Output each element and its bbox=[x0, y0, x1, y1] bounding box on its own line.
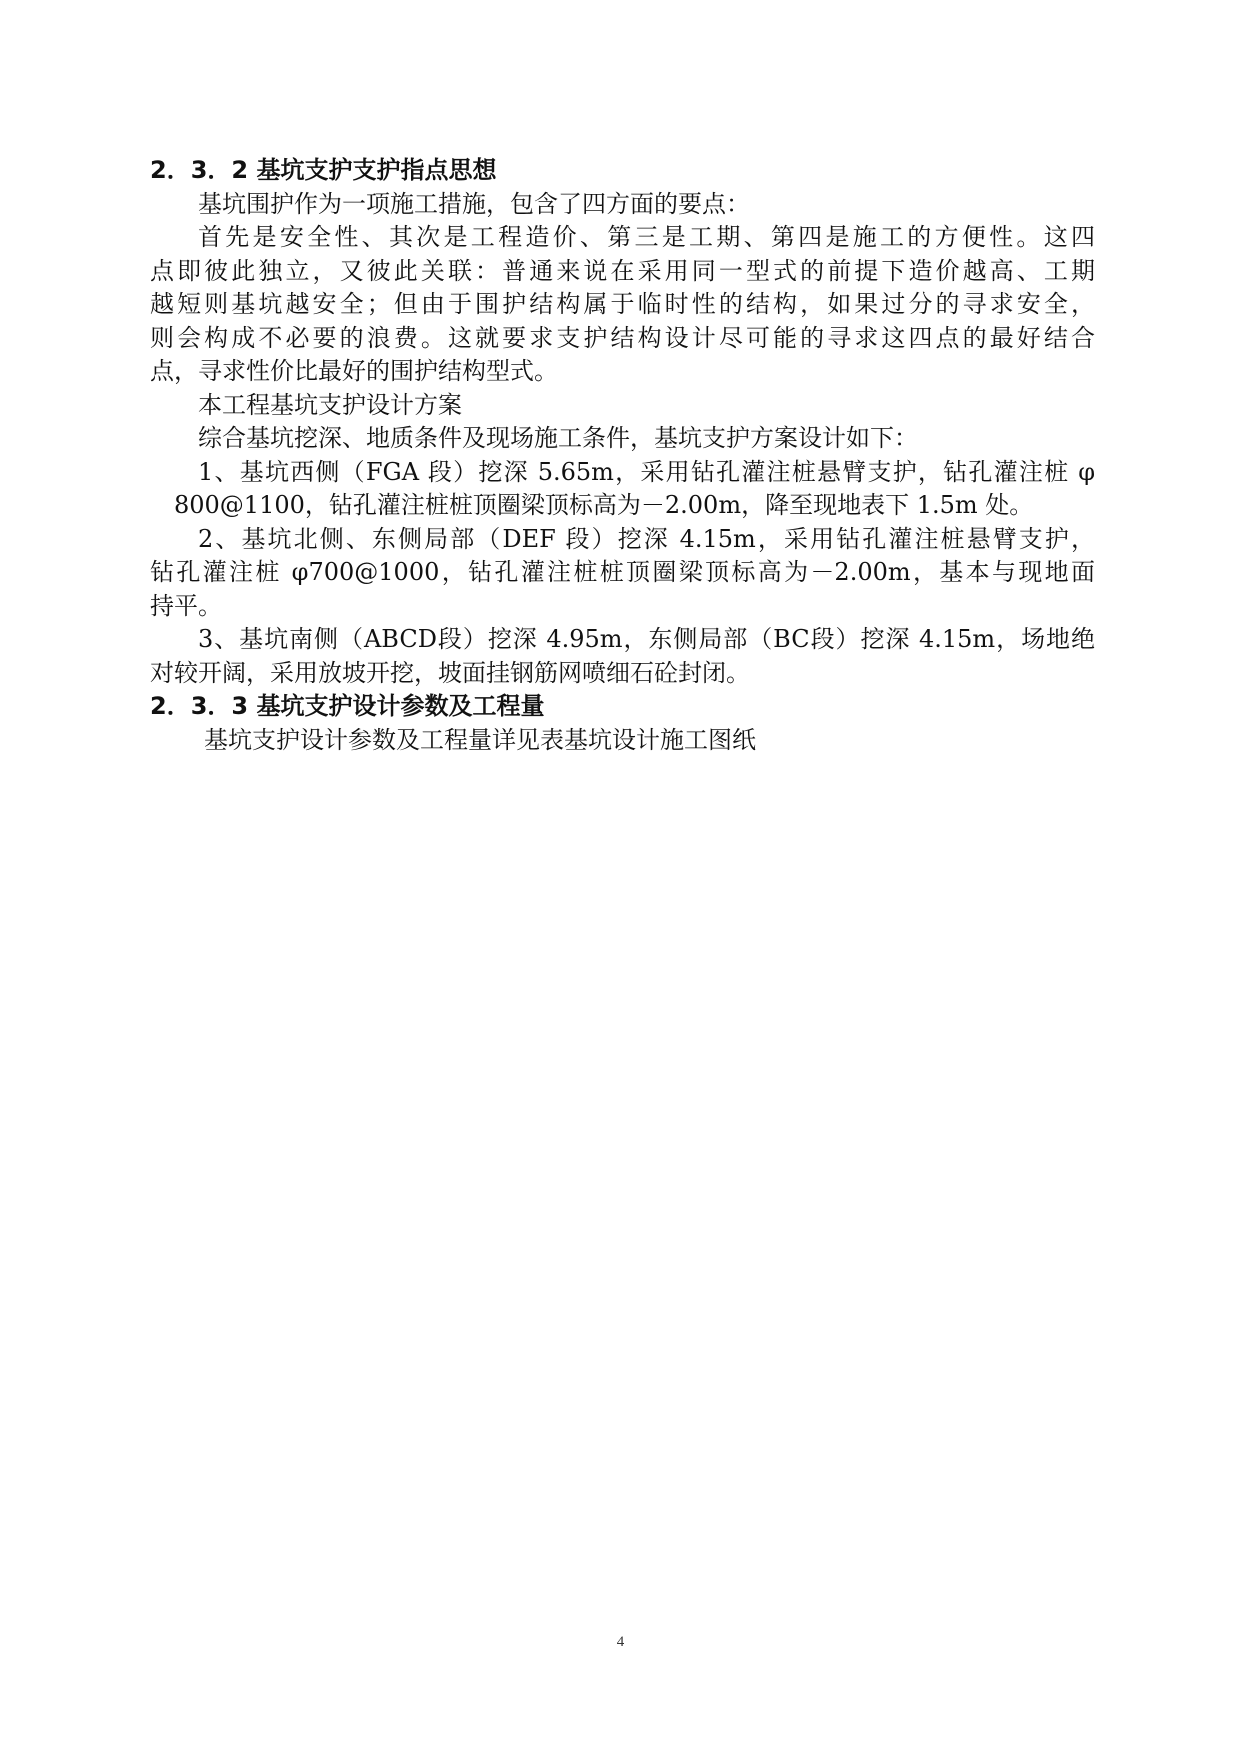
paragraph-line: 点即彼此独立，又彼此关联：普通来说在采用同一型式的前提下造价越高、工期 bbox=[150, 256, 1095, 285]
paragraph-line: 基坑围护作为一项施工措施，包含了四方面的要点： bbox=[198, 189, 750, 218]
paragraph-line: 3、基坑南侧（ABCD段）挖深 4.95m，东侧局部（BC段）挖深 4.15m，场地绝 bbox=[198, 625, 1095, 653]
paragraph-line: 点，寻求性价比最好的围护结构型式。 bbox=[150, 357, 558, 385]
paragraph-line: 首先是安全性、其次是工程造价、第三是工期、第四是施工的方便性。这四 bbox=[198, 223, 1095, 251]
section-heading-2-3-2: 2．3．2 基坑支护支护指点思想 bbox=[150, 156, 497, 184]
paragraph-line: 1、基坑西侧（FGA 段）挖深 5.65m，采用钻孔灌注桩悬臂支护，钻孔灌注桩 φ bbox=[198, 457, 1095, 486]
paragraph-line: 持平。 bbox=[150, 591, 222, 620]
page-number: 4 bbox=[616, 1634, 625, 1650]
paragraph-line: 综合基坑挖深、地质条件及现场施工条件，基坑支护方案设计如下： bbox=[198, 424, 918, 452]
paragraph-line: 2、基坑北侧、东侧局部（DEF 段）挖深 4.15m，采用钻孔灌注桩悬臂支护， bbox=[198, 524, 1095, 553]
paragraph-line: 本工程基坑支护设计方案 bbox=[198, 390, 462, 419]
paragraph-line: 对较开阔，采用放坡开挖，坡面挂钢筋网喷细石砼封闭。 bbox=[150, 658, 750, 687]
paragraph-line: 则会构成不必要的浪费。这就要求支护结构设计尽可能的寻求这四点的最好结合 bbox=[150, 323, 1095, 352]
document-body bbox=[150, 154, 1095, 757]
paragraph-line: 800@1100，钻孔灌注桩桩顶圈梁顶标高为－2.00m，降至现地表下 1.5m 处。 bbox=[174, 491, 1034, 519]
paragraph-line: 越短则基坑越安全；但由于围护结构属于临时性的结构，如果过分的寻求安全， bbox=[150, 290, 1095, 318]
paragraph-line: 钻孔灌注桩 φ700@1000，钻孔灌注桩桩顶圈梁顶标高为－2.00m，基本与现地面 bbox=[150, 558, 1095, 586]
paragraph-line: 基坑支护设计参数及工程量详见表基坑设计施工图纸 bbox=[204, 725, 756, 754]
section-heading-2-3-3: 2．3．3 基坑支护设计参数及工程量 bbox=[150, 692, 545, 720]
